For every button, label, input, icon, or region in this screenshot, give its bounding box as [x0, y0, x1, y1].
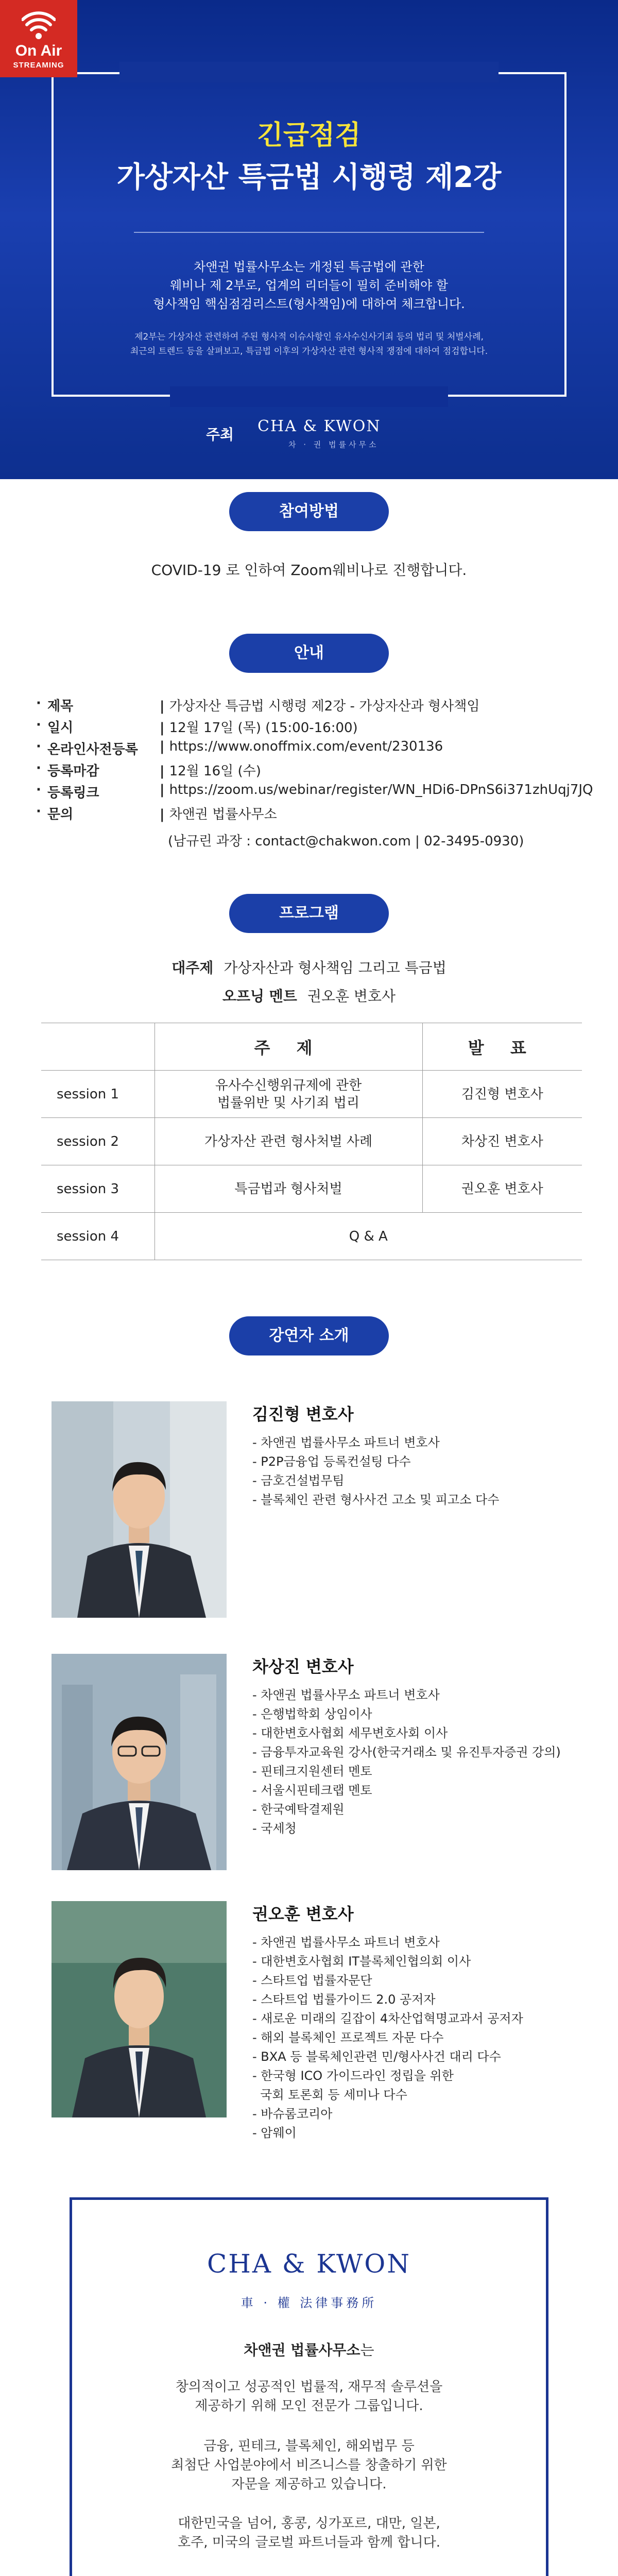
table-row — [41, 1165, 582, 1213]
hero-description — [77, 258, 541, 313]
hero-divider — [134, 232, 484, 233]
bio-item: - 차앤권 법률사무소 파트너 변호사 — [252, 1935, 440, 1950]
bio-item: - 해외 블록체인 프로젝트 자문 다수 — [252, 2030, 444, 2045]
firm-line: 제공하기 위해 모인 전문가 그룹입니다. — [195, 2398, 423, 2414]
hero-desc-line: 차앤권 법률사무소는 개정된 특금법에 관한 — [194, 260, 424, 274]
firm-logo: CHA & KWON — [207, 2249, 411, 2279]
topic-cell: 가상자산 관련 형사처벌 사례 — [154, 1118, 422, 1165]
info-row-date: · 일시 | 12월 17일 (목) (15:00-16:00) — [36, 717, 358, 736]
firm-info-box — [70, 2197, 548, 2576]
info-value-text: 12월 17일 (목) (15:00-16:00) — [169, 720, 358, 736]
topic-cell: Q & A — [154, 1213, 582, 1260]
section-participation: 참여방법 — [229, 492, 389, 531]
bio-item: - 서울시핀테크랩 멘토 — [252, 1783, 372, 1798]
bio-item: - 핀테크지원센터 멘토 — [252, 1764, 372, 1778]
wifi-icon — [22, 7, 56, 41]
opening-label: 오프닝 멘트 — [222, 988, 297, 1005]
hero-note-line: 최근의 트렌드 등을 살펴보고, 특금법 이후의 가상자산 관련 형사적 쟁점에 대하여 점검합니다. — [130, 346, 488, 357]
speaker-photo — [52, 1654, 227, 1870]
bio-item: - 블록체인 관련 형사사건 고소 및 피고소 다수 — [252, 1493, 500, 1507]
opening-text: 권오훈 변호사 — [307, 988, 396, 1005]
speaker-name: 김진형 변호사 — [252, 1404, 354, 1424]
info-label: 일시 — [47, 720, 74, 736]
info-value: | https://zoom.us/webinar/register/WN_HDi6-DPnS6i371zhUqj7JQ — [160, 782, 593, 798]
info-value: | 12월 16일 (수) — [160, 764, 261, 779]
schedule-table — [41, 1023, 582, 1260]
info-label: 등록마감 — [47, 764, 99, 779]
info-value-text: 12월 16일 (수) — [169, 764, 261, 779]
bio-item: - 한국형 ICO 가이드라인 정립을 위한 — [252, 2069, 454, 2083]
topic-line: 법률위반 및 사기죄 법리 — [217, 1095, 359, 1111]
bio-item: - 국세청 — [252, 1821, 297, 1836]
table-header-topic: 주 제 — [154, 1023, 422, 1071]
host-block — [185, 417, 433, 448]
section-program: 프로그램 — [229, 894, 389, 933]
program-theme — [0, 957, 618, 977]
session-cell: session 4 — [41, 1213, 154, 1260]
theme-label: 대주제 — [171, 959, 214, 976]
bio-item: - 스타트업 법률자문단 — [252, 1973, 372, 1988]
frame-gap-top — [119, 62, 499, 82]
info-row-deadline: · 등록마감 | 12월 16일 (수) — [36, 760, 261, 779]
speaker-bio — [252, 1686, 561, 1838]
bio-item: - 대한변호사협회 세무변호사회 이사 — [252, 1726, 448, 1740]
session-cell: session 1 — [41, 1071, 154, 1118]
info-label: 제목 — [47, 699, 74, 714]
speaker-cell: 차상진 변호사 — [422, 1118, 582, 1165]
speaker-name: 권오훈 변호사 — [252, 1904, 354, 1924]
info-value: | 12월 17일 (목) (15:00-16:00) — [160, 720, 358, 736]
table-header-row — [41, 1023, 582, 1071]
table-row — [41, 1118, 582, 1165]
host-logo-sub: 차 · 권 법률사무소 — [288, 440, 379, 449]
info-value-text: 가상자산 특금법 시행령 제2강 - 가상자산과 형사책임 — [169, 699, 480, 714]
info-value-text: 차앤권 법률사무소 — [169, 807, 277, 822]
bio-item: - 차앤권 법률사무소 파트너 변호사 — [252, 1688, 440, 1702]
firm-line: 금융, 핀테크, 블록체인, 해외법무 등 — [203, 2438, 415, 2454]
bio-item: - 한국예탁결제원 — [252, 1802, 345, 1817]
info-label: 등록링크 — [47, 785, 99, 801]
firm-paragraph — [93, 2514, 525, 2552]
host-logo: CHA & KWON — [258, 417, 381, 435]
firm-line: 대한민국을 넘어, 홍콩, 싱가포르, 대만, 일본, — [178, 2516, 440, 2531]
firm-name-bold: 차앤권 법률사무소 — [244, 2342, 360, 2359]
theme-text: 가상자산과 형사책임 그리고 특금법 — [224, 959, 447, 976]
firm-name-rest: 는 — [360, 2342, 374, 2359]
topic-cell: 특금법과 형사처벌 — [154, 1165, 422, 1213]
firm-line: 자문을 제공하고 있습니다. — [231, 2477, 387, 2492]
on-air-badge — [0, 0, 77, 77]
hero-note-line: 제2부는 가상자산 관련하여 주된 형사적 이슈사항인 유사수신사기죄 등의 법리 및 처벌사례, — [134, 332, 484, 342]
bio-item: 국회 토론회 등 세미나 다수 — [252, 2088, 407, 2102]
participation-text: COVID-19 로 인하여 Zoom웨비나로 진행합니다. — [151, 562, 467, 579]
speaker-photo — [52, 1401, 227, 1618]
bio-item: - 은행법학회 상임이사 — [252, 1707, 372, 1721]
badge-line1: On Air — [15, 42, 62, 59]
info-row-link: · 등록링크 | https://zoom.us/webinar/register/WN_HDi6-DPnS6i371zhUqj7JQ — [36, 782, 593, 801]
bio-item: - BXA 등 블록체인관련 민/형사사건 대리 다수 — [252, 2049, 501, 2064]
info-value: | https://www.onoffmix.com/event/230136 — [160, 739, 443, 754]
bio-item: - 스타트업 법률가이드 2.0 공저자 — [252, 1992, 436, 2007]
hero-title: 가상자산 특금법 시행령 제2강 — [116, 161, 502, 194]
bio-item: - 대한변호사협회 IT블록체인협의회 이사 — [252, 1954, 471, 1969]
section-speakers: 강연자 소개 — [229, 1316, 389, 1355]
section-guide: 안내 — [229, 634, 389, 673]
firm-name — [72, 2339, 546, 2360]
host-label: 주최 — [206, 426, 234, 443]
topic-line: 유사수신행위규제에 관한 — [215, 1077, 362, 1093]
contact-details: (남규린 과장 : contact@chakwon.com | 02-3495-0930) — [168, 834, 524, 849]
speaker-name: 차상진 변호사 — [252, 1657, 354, 1676]
table-row — [41, 1071, 582, 1118]
table-header-session — [41, 1023, 154, 1071]
bio-item: - 새로운 미래의 길잡이 4차산업혁명교과서 공저자 — [252, 2011, 523, 2026]
session-cell: session 3 — [41, 1165, 154, 1213]
hero-kicker: 긴급점검 — [257, 120, 361, 151]
firm-line: 호주, 미국의 글로벌 파트너들과 함께 합니다. — [178, 2535, 440, 2550]
bio-item: - 금융투자교육원 강사(한국거래소 및 유진투자증권 강의) — [252, 1745, 561, 1759]
topic-cell — [154, 1071, 422, 1118]
bio-item: - P2P금융업 등록컨설팅 다수 — [252, 1454, 411, 1469]
program-opening — [0, 985, 618, 1006]
info-list — [36, 696, 603, 825]
info-label: 문의 — [47, 807, 74, 822]
bio-item: - 금호건설법무팀 — [252, 1473, 345, 1488]
bio-item: - 암웨이 — [252, 2126, 297, 2140]
preregister-link[interactable]: https://www.onoffmix.com/event/230136 — [169, 739, 443, 754]
info-value: | 차앤권 법률사무소 — [160, 807, 277, 822]
register-link[interactable]: https://zoom.us/webinar/register/WN_HDi6-DPnS6i371zhUqj7JQ — [169, 782, 593, 798]
firm-line: 최첨단 사업분야에서 비즈니스를 창출하기 위한 — [171, 2458, 447, 2473]
table-header-speaker: 발 표 — [422, 1023, 582, 1071]
hero-desc-line: 웨비나 제 2부로, 업계의 리더들이 필히 준비해야 할 — [170, 278, 448, 293]
hero-banner — [0, 0, 618, 479]
firm-logo-sub: 車 · 權 法律事務所 — [241, 2296, 377, 2310]
speaker-cell: 김진형 변호사 — [422, 1071, 582, 1118]
info-row-preregister: · 온라인사전등록 | https://www.onoffmix.com/event/230136 — [36, 739, 443, 757]
session-cell: session 2 — [41, 1118, 154, 1165]
firm-paragraph — [93, 2378, 525, 2416]
hero-note — [77, 330, 541, 359]
info-row-title: · 제목 | 가상자산 특금법 시행령 제2강 - 가상자산과 형사책임 — [36, 696, 480, 714]
speaker-cell: 권오훈 변호사 — [422, 1165, 582, 1213]
frame-gap-bottom — [170, 386, 448, 407]
speaker-photo — [52, 1901, 227, 2117]
firm-paragraph — [93, 2437, 525, 2494]
bio-item: - 바슈롬코리아 — [252, 2107, 333, 2121]
table-row — [41, 1213, 582, 1260]
badge-line2: STREAMING — [13, 61, 64, 70]
info-label: 온라인사전등록 — [47, 742, 138, 757]
info-row-contact: · 문의 | 차앤권 법률사무소 — [36, 804, 277, 822]
info-value: | 가상자산 특금법 시행령 제2강 - 가상자산과 형사책임 — [160, 699, 480, 714]
bio-item: - 차앤권 법률사무소 파트너 변호사 — [252, 1435, 440, 1450]
hero-desc-line: 형사책임 핵심점검리스트(형사책임)에 대하여 체크합니다. — [153, 297, 465, 311]
speaker-bio — [252, 1433, 499, 1510]
firm-line: 창의적이고 성공적인 법률적, 재무적 솔루션을 — [175, 2379, 443, 2395]
speaker-bio — [252, 1933, 523, 2143]
